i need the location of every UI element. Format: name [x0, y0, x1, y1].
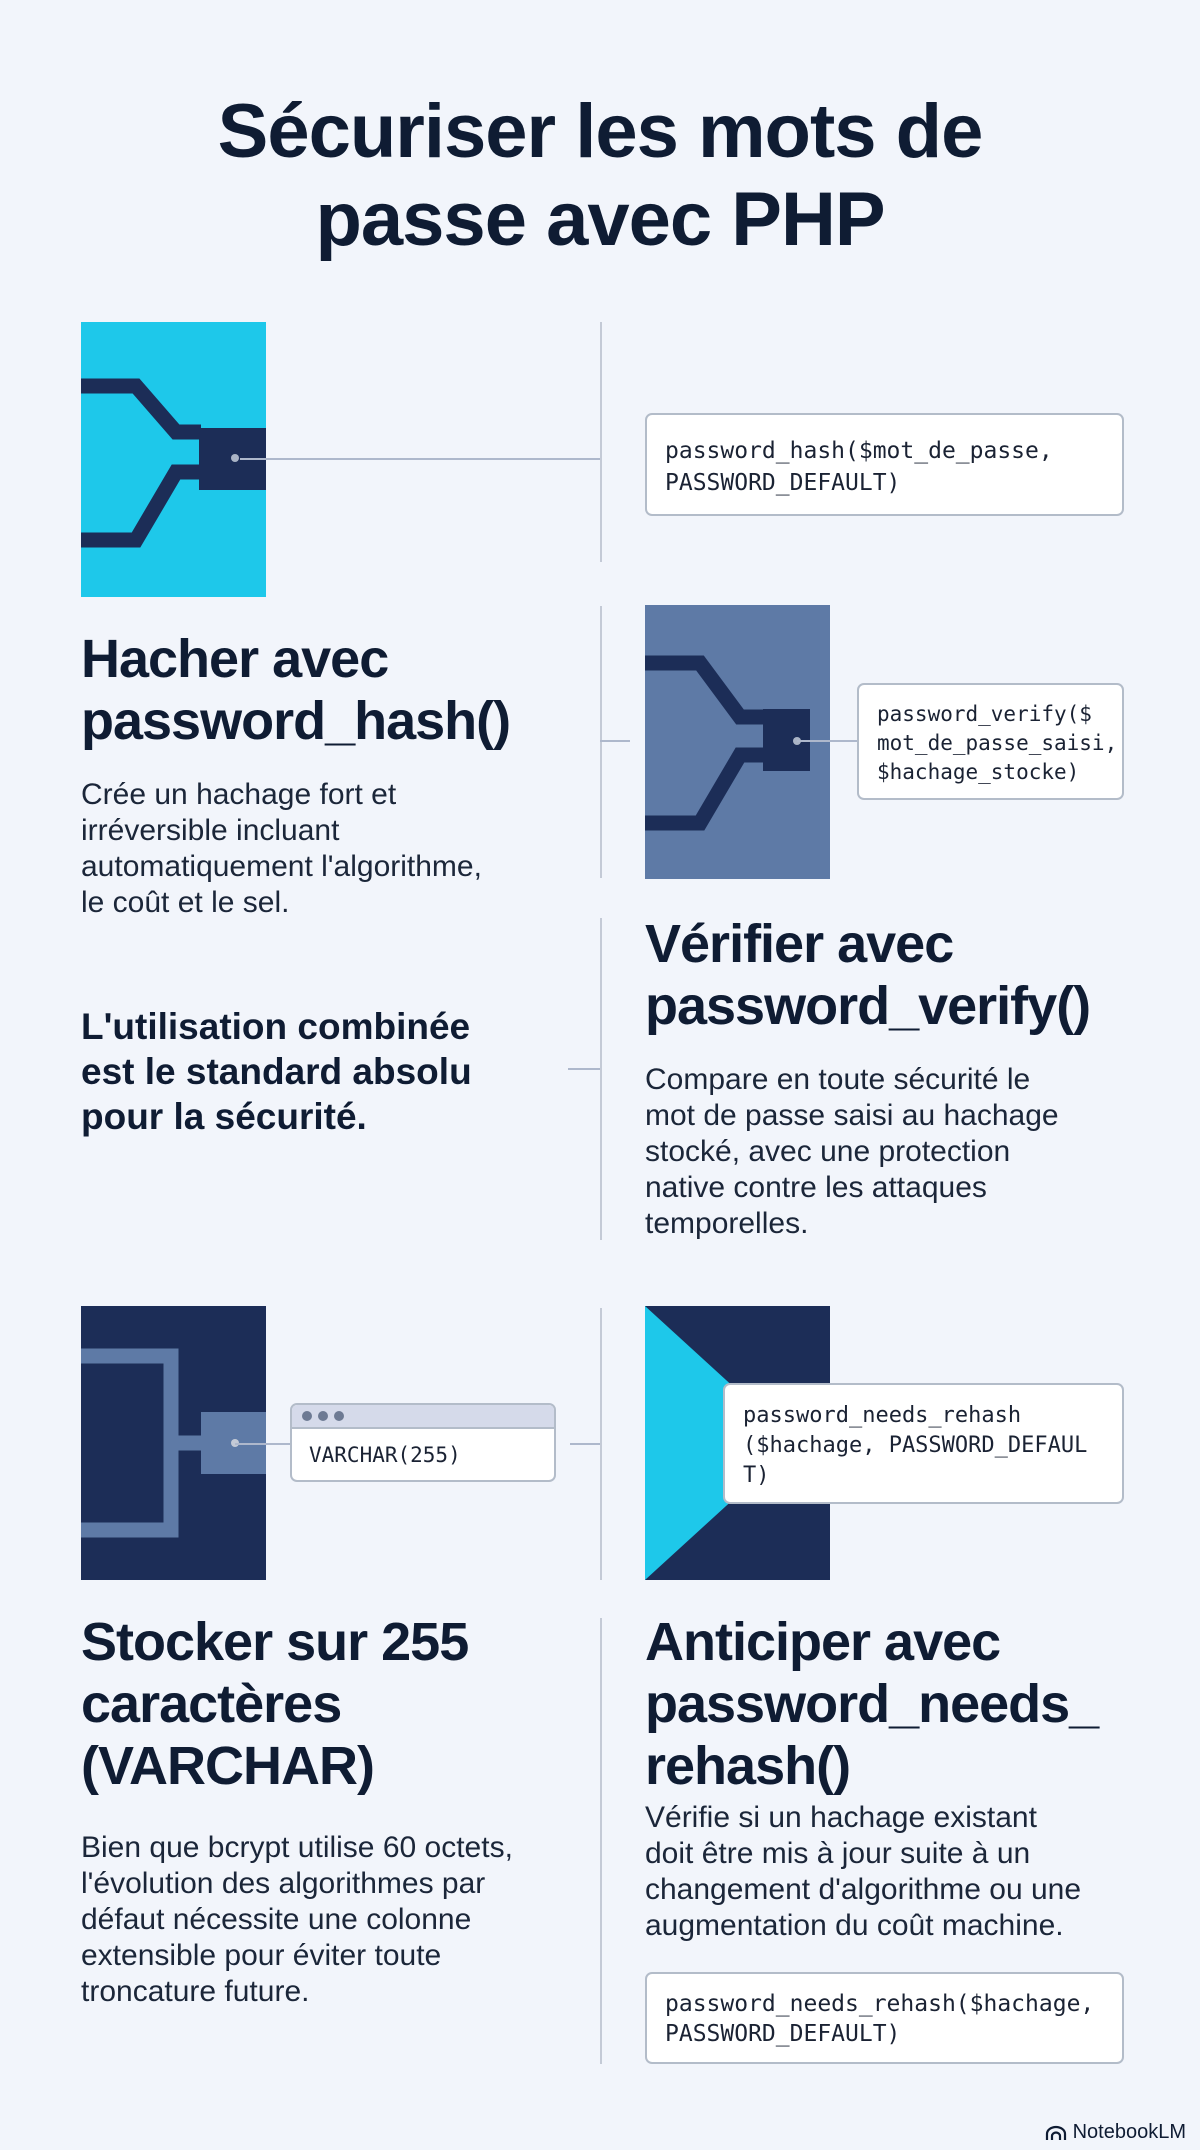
combined-side-tick — [568, 1068, 600, 1070]
verify-code-line-1: password_verify($ — [877, 702, 1092, 726]
footer-brand-label: NotebookLM — [1072, 2121, 1186, 2143]
rehash-code-top-line-2: ($hachage, PASSWORD_DEFAUL — [743, 1433, 1088, 1458]
notebooklm-logo-icon — [1045, 2125, 1067, 2141]
rehash-code-top-line-1: password_needs_rehash — [743, 1403, 1022, 1428]
rehash-heading-line-3: rehash() — [645, 1736, 851, 1796]
verify-code-line-2: mot_de_passe_saisi, — [877, 731, 1118, 755]
rehash-code-bottom-line-2: PASSWORD_DEFAULT) — [665, 2021, 901, 2047]
rehash-code-top-line-3: T) — [743, 1463, 770, 1488]
hash-heading-line-1: Hacher avec — [81, 629, 389, 689]
hash-code-line-2: PASSWORD_DEFAULT) — [665, 470, 901, 496]
combined-statement-line-1: L'utilisation combinée — [81, 1006, 471, 1047]
store-description — [81, 1830, 513, 2010]
page-title-line-1: Sécuriser les mots de — [217, 89, 983, 174]
hash-description-line-2: irréversible incluant — [81, 814, 340, 847]
hash-illustration — [81, 322, 266, 597]
rehash-heading-line-2: password_needs_ — [645, 1674, 1099, 1734]
page-title-line-2: passe avec PHP — [315, 177, 885, 262]
rehash-code-bottom-line-1: password_needs_rehash($hachage, — [665, 1991, 1095, 2017]
verify-description-line-2: mot de passe saisi au hachage — [645, 1099, 1059, 1132]
combined-statement-line-3: pour la sécurité. — [81, 1096, 367, 1137]
verify-heading-line-1: Vérifier avec — [645, 914, 954, 974]
store-heading — [81, 1611, 468, 1797]
window-dot-icon — [302, 1411, 312, 1421]
rehash-description-line-4: augmentation du coût machine. — [645, 1909, 1064, 1942]
divider-vertical-2 — [600, 606, 602, 878]
store-heading-line-1: Stocker sur 255 — [81, 1612, 469, 1672]
store-heading-line-3: (VARCHAR) — [81, 1736, 374, 1796]
divider-vertical-1 — [600, 322, 602, 562]
combined-statement-line-2: est le standard absolu — [81, 1051, 472, 1092]
page-title — [0, 88, 1200, 264]
store-description-line-1: Bien que bcrypt utilise 60 octets, — [81, 1831, 513, 1864]
rehash-code-box-top — [723, 1383, 1124, 1504]
hash-heading — [81, 628, 510, 752]
divider-vertical-5 — [600, 1618, 602, 2064]
verify-description — [645, 1062, 1059, 1242]
store-heading-line-2: caractères — [81, 1674, 342, 1734]
footer-brand — [1045, 2121, 1186, 2144]
hash-side-tick — [600, 740, 630, 742]
verify-description-line-3: stocké, avec une protection — [645, 1135, 1011, 1168]
window-dot-icon — [334, 1411, 344, 1421]
rehash-description — [645, 1800, 1081, 1944]
verify-code-box — [857, 683, 1124, 800]
verify-heading — [645, 913, 1090, 1037]
hash-connector-line — [240, 458, 600, 460]
verify-description-line-4: native contre les attaques — [645, 1171, 987, 1204]
branch-connector-icon — [81, 322, 266, 597]
verify-description-line-5: temporelles. — [645, 1207, 809, 1240]
store-code-text: VARCHAR(255) — [309, 1443, 461, 1467]
rehash-heading-line-1: Anticiper avec — [645, 1612, 1001, 1672]
store-description-line-5: troncature future. — [81, 1975, 310, 2008]
rehash-heading — [645, 1611, 1098, 1797]
verify-illustration — [645, 605, 830, 879]
store-description-line-3: défaut nécessite une colonne — [81, 1903, 472, 1936]
hash-description-line-1: Crée un hachage fort et — [81, 778, 397, 811]
hash-heading-line-2: password_hash() — [81, 691, 511, 751]
store-code-window — [290, 1403, 556, 1482]
verify-description-line-1: Compare en toute sécurité le — [645, 1063, 1031, 1096]
rehash-description-line-3: changement d'algorithme ou une — [645, 1873, 1082, 1906]
rehash-code-box-bottom — [645, 1972, 1124, 2064]
store-connector-line — [235, 1443, 290, 1445]
branch-connector-icon — [645, 605, 830, 879]
verify-code-line-3: $hachage_stocke) — [877, 760, 1080, 784]
verify-heading-line-2: password_verify() — [645, 976, 1091, 1036]
hash-code-box — [645, 413, 1124, 516]
store-description-line-4: extensible pour éviter toute — [81, 1939, 442, 1972]
hash-description-line-3: automatiquement l'algorithme, — [81, 850, 482, 883]
rehash-description-line-1: Vérifie si un hachage existant — [645, 1801, 1037, 1834]
hash-description — [81, 777, 482, 921]
hash-description-line-4: le coût et le sel. — [81, 886, 290, 919]
store-side-tick — [570, 1443, 600, 1445]
verify-connector-line — [797, 740, 857, 742]
divider-vertical-4 — [600, 1308, 602, 1580]
rehash-description-line-2: doit être mis à jour suite à un — [645, 1837, 1031, 1870]
window-titlebar — [292, 1405, 554, 1429]
hash-code-line-1: password_hash($mot_de_passe, — [665, 438, 1053, 464]
divider-vertical-3 — [600, 918, 602, 1240]
combined-statement — [81, 1004, 472, 1139]
store-description-line-2: l'évolution des algorithmes par — [81, 1867, 486, 1900]
window-dot-icon — [318, 1411, 328, 1421]
